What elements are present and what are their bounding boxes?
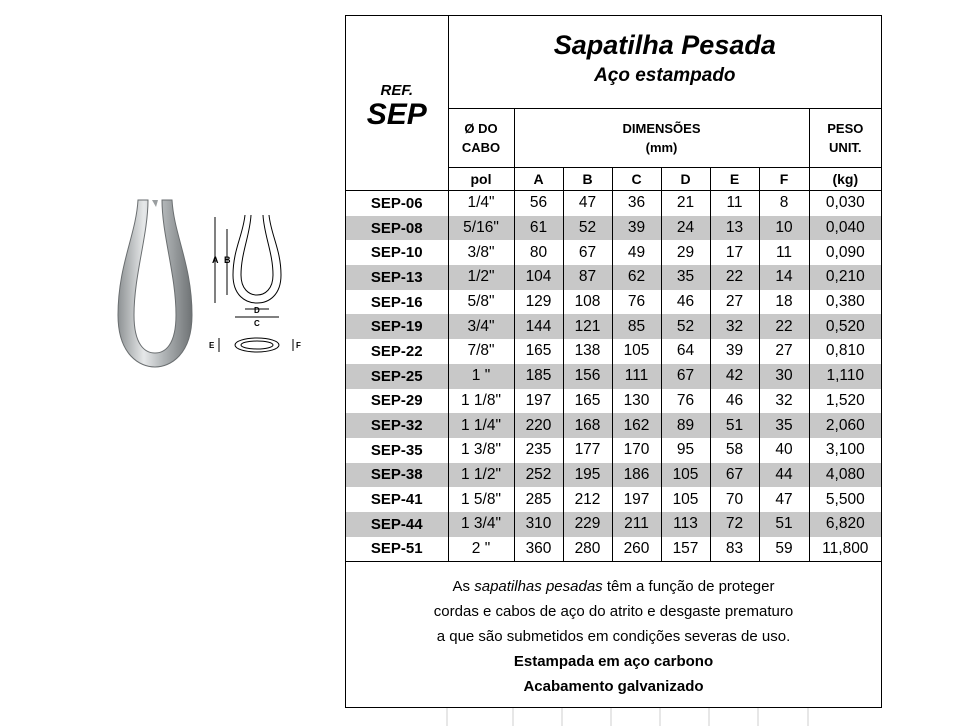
cell-pol: 1 1/8": [448, 389, 514, 414]
cell-f: 32: [759, 389, 809, 414]
table-row: [346, 290, 881, 315]
cell-code: SEP-08: [346, 216, 448, 241]
diagram-label-d: D: [254, 306, 260, 315]
cell-a: 185: [514, 364, 563, 389]
cell-code: SEP-35: [346, 438, 448, 463]
cell-kg: 0,040: [809, 216, 881, 241]
dim-f-header: F: [759, 168, 809, 191]
cell-kg: 3,100: [809, 438, 881, 463]
cell-f: 22: [759, 314, 809, 339]
cell-a: 197: [514, 389, 563, 414]
cell-e: 58: [710, 438, 759, 463]
cell-c: 62: [612, 265, 661, 290]
table-row: [346, 463, 881, 488]
cell-code: SEP-44: [346, 512, 448, 537]
cell-kg: 6,820: [809, 512, 881, 537]
cell-f: 14: [759, 265, 809, 290]
cell-a: 235: [514, 438, 563, 463]
cell-a: 285: [514, 487, 563, 512]
cell-a: 310: [514, 512, 563, 537]
cell-d: 21: [661, 191, 710, 216]
ref-cell: [346, 16, 448, 191]
cell-e: 39: [710, 339, 759, 364]
cell-code: SEP-25: [346, 364, 448, 389]
cell-c: 162: [612, 413, 661, 438]
cell-e: 70: [710, 487, 759, 512]
cell-d: 67: [661, 364, 710, 389]
diagram-label-a: A: [212, 255, 219, 265]
cell-e: 11: [710, 191, 759, 216]
cell-a: 80: [514, 240, 563, 265]
spec-table: [346, 16, 881, 561]
cell-kg: 0,090: [809, 240, 881, 265]
cell-a: 220: [514, 413, 563, 438]
cell-code: SEP-13: [346, 265, 448, 290]
cell-a: 129: [514, 290, 563, 315]
cell-code: SEP-41: [346, 487, 448, 512]
cell-e: 83: [710, 537, 759, 562]
cell-c: 85: [612, 314, 661, 339]
cell-e: 13: [710, 216, 759, 241]
cell-f: 35: [759, 413, 809, 438]
cell-f: 27: [759, 339, 809, 364]
cell-code: SEP-38: [346, 463, 448, 488]
cell-e: 42: [710, 364, 759, 389]
cell-f: 11: [759, 240, 809, 265]
cell-a: 360: [514, 537, 563, 562]
unit-kg: (kg): [809, 168, 881, 191]
cell-pol: 1 5/8": [448, 487, 514, 512]
cell-kg: 1,110: [809, 364, 881, 389]
cell-pol: 2 ": [448, 537, 514, 562]
cell-a: 104: [514, 265, 563, 290]
table-row: [346, 438, 881, 463]
cell-f: 59: [759, 537, 809, 562]
cell-e: 32: [710, 314, 759, 339]
footer-grid-lines: [345, 708, 882, 726]
description: [346, 561, 881, 699]
cell-e: 17: [710, 240, 759, 265]
cell-b: 229: [563, 512, 612, 537]
cell-b: 47: [563, 191, 612, 216]
finish-note: Acabamento galvanizado: [523, 678, 704, 696]
cell-b: 52: [563, 216, 612, 241]
cell-a: 56: [514, 191, 563, 216]
cell-c: 105: [612, 339, 661, 364]
table-row: [346, 512, 881, 537]
table-row: [346, 537, 881, 562]
cell-e: 46: [710, 389, 759, 414]
cell-d: 113: [661, 512, 710, 537]
cell-a: 165: [514, 339, 563, 364]
table-row: [346, 389, 881, 414]
cell-kg: 11,800: [809, 537, 881, 562]
cell-code: SEP-32: [346, 413, 448, 438]
thimble-photo: [100, 195, 210, 373]
cell-b: 212: [563, 487, 612, 512]
table-row: [346, 240, 881, 265]
unit-pol: pol: [448, 168, 514, 191]
cell-kg: 0,030: [809, 191, 881, 216]
cell-kg: 5,500: [809, 487, 881, 512]
ref-label: REF.: [380, 81, 413, 99]
cell-d: 105: [661, 487, 710, 512]
dim-b-header: B: [563, 168, 612, 191]
cell-pol: 1 ": [448, 364, 514, 389]
cell-e: 51: [710, 413, 759, 438]
cell-f: 8: [759, 191, 809, 216]
cell-kg: 1,520: [809, 389, 881, 414]
table-row: [346, 487, 881, 512]
cell-b: 138: [563, 339, 612, 364]
title-cell: [448, 16, 881, 109]
table-row: [346, 191, 881, 216]
description-line-1: As sapatilhas pesadas têm a função de proteger: [452, 578, 775, 596]
cell-code: SEP-16: [346, 290, 448, 315]
cell-pol: 7/8": [448, 339, 514, 364]
cell-d: 35: [661, 265, 710, 290]
table-row: [346, 265, 881, 290]
cell-kg: 4,080: [809, 463, 881, 488]
cell-f: 30: [759, 364, 809, 389]
cell-c: 130: [612, 389, 661, 414]
cell-pol: 3/8": [448, 240, 514, 265]
diameter-header: Ø DO CABO: [448, 109, 514, 168]
cell-pol: 5/8": [448, 290, 514, 315]
dim-a-header: A: [514, 168, 563, 191]
cell-c: 36: [612, 191, 661, 216]
spec-sheet: [345, 15, 882, 708]
cell-c: 76: [612, 290, 661, 315]
cell-pol: 5/16": [448, 216, 514, 241]
dimensions-header: DIMENSÕES (mm): [514, 109, 809, 168]
cell-d: 46: [661, 290, 710, 315]
cell-f: 51: [759, 512, 809, 537]
cell-d: 29: [661, 240, 710, 265]
cell-d: 64: [661, 339, 710, 364]
page-title: Sapatilha Pesada: [553, 30, 776, 60]
table-row: [346, 314, 881, 339]
cell-b: 108: [563, 290, 612, 315]
cell-a: 144: [514, 314, 563, 339]
table-body: [346, 191, 881, 562]
cell-b: 156: [563, 364, 612, 389]
cell-c: 111: [612, 364, 661, 389]
dim-d-header: D: [661, 168, 710, 191]
dim-e-header: E: [710, 168, 759, 191]
cell-f: 10: [759, 216, 809, 241]
cell-d: 52: [661, 314, 710, 339]
cell-d: 105: [661, 463, 710, 488]
cell-code: SEP-10: [346, 240, 448, 265]
cell-code: SEP-51: [346, 537, 448, 562]
cell-e: 22: [710, 265, 759, 290]
cell-pol: 1/4": [448, 191, 514, 216]
table-row: [346, 216, 881, 241]
cell-b: 67: [563, 240, 612, 265]
cell-c: 170: [612, 438, 661, 463]
description-line-2: cordas e cabos de aço do atrito e desgaste prematuro: [433, 603, 794, 621]
cell-c: 260: [612, 537, 661, 562]
material-note: Estampada em aço carbono: [513, 653, 714, 671]
cell-e: 27: [710, 290, 759, 315]
cell-code: SEP-19: [346, 314, 448, 339]
cell-b: 195: [563, 463, 612, 488]
thimble-dimension-diagram: [205, 205, 305, 365]
dim-c-header: C: [612, 168, 661, 191]
cell-f: 44: [759, 463, 809, 488]
diagram-label-f: F: [296, 341, 301, 350]
cell-e: 67: [710, 463, 759, 488]
cell-kg: 0,810: [809, 339, 881, 364]
cell-d: 89: [661, 413, 710, 438]
cell-pol: 1/2": [448, 265, 514, 290]
cell-pol: 1 1/4": [448, 413, 514, 438]
cell-d: 95: [661, 438, 710, 463]
cell-d: 76: [661, 389, 710, 414]
cell-b: 87: [563, 265, 612, 290]
cell-d: 157: [661, 537, 710, 562]
cell-code: SEP-06: [346, 191, 448, 216]
diagram-label-b: B: [224, 255, 231, 265]
table-row: [346, 364, 881, 389]
cell-c: 186: [612, 463, 661, 488]
cell-kg: 0,210: [809, 265, 881, 290]
cell-code: SEP-29: [346, 389, 448, 414]
cell-d: 24: [661, 216, 710, 241]
cell-b: 121: [563, 314, 612, 339]
diagram-label-e: E: [209, 341, 215, 350]
cell-b: 168: [563, 413, 612, 438]
cell-kg: 0,380: [809, 290, 881, 315]
weight-header: PESO UNIT.: [809, 109, 881, 168]
cell-f: 40: [759, 438, 809, 463]
cell-a: 61: [514, 216, 563, 241]
ref-code: SEP: [366, 97, 427, 131]
cell-kg: 2,060: [809, 413, 881, 438]
diagram-label-c: C: [254, 319, 260, 328]
table-row: [346, 413, 881, 438]
cell-code: SEP-22: [346, 339, 448, 364]
cell-b: 177: [563, 438, 612, 463]
description-line-3: a que são submetidos em condições severas de uso.: [436, 628, 791, 646]
cell-e: 72: [710, 512, 759, 537]
cell-a: 252: [514, 463, 563, 488]
cell-f: 47: [759, 487, 809, 512]
cell-c: 49: [612, 240, 661, 265]
cell-c: 39: [612, 216, 661, 241]
cell-b: 165: [563, 389, 612, 414]
table-row: [346, 339, 881, 364]
cell-c: 197: [612, 487, 661, 512]
cell-pol: 3/4": [448, 314, 514, 339]
cell-pol: 1 3/8": [448, 438, 514, 463]
cell-pol: 1 1/2": [448, 463, 514, 488]
cell-kg: 0,520: [809, 314, 881, 339]
page-subtitle: Aço estampado: [594, 65, 736, 86]
cell-pol: 1 3/4": [448, 512, 514, 537]
cell-c: 211: [612, 512, 661, 537]
cell-f: 18: [759, 290, 809, 315]
cell-b: 280: [563, 537, 612, 562]
